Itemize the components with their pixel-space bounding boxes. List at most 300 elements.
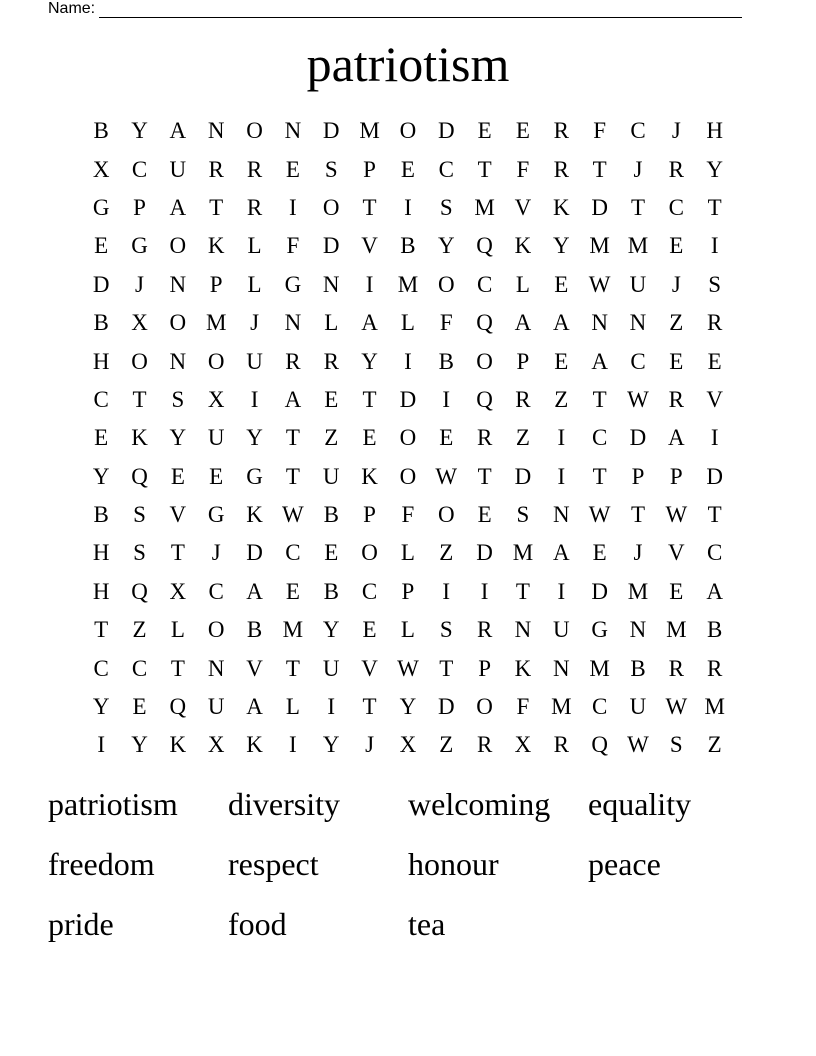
- grid-letter: K: [246, 732, 263, 758]
- grid-letter: L: [400, 617, 415, 643]
- grid-letter: X: [207, 386, 225, 412]
- grid-letter: C: [131, 156, 148, 182]
- grid-letter: I: [557, 425, 566, 451]
- grid-letter: I: [365, 271, 374, 297]
- grid-letter: D: [92, 271, 110, 297]
- grid-letter: Y: [706, 156, 723, 182]
- grid-letter: E: [170, 463, 185, 489]
- grid-letter: A: [706, 578, 723, 604]
- grid-letter: W: [435, 463, 458, 489]
- grid-letter: M: [704, 694, 725, 720]
- grid-letter: K: [169, 732, 187, 758]
- grid-letter: E: [592, 540, 607, 566]
- grid-letter: P: [401, 578, 415, 604]
- grid-letter: S: [133, 540, 146, 566]
- grid-letter: I: [404, 348, 412, 374]
- grid-letter: P: [631, 463, 645, 489]
- grid-letter: I: [480, 578, 489, 604]
- grid-letter: R: [208, 156, 224, 182]
- grid-letter: E: [707, 348, 722, 374]
- grid-letter: C: [630, 118, 646, 144]
- grid-letter: M: [627, 578, 649, 604]
- grid-letter: D: [591, 578, 608, 604]
- grid-letter: T: [707, 502, 722, 528]
- grid-letter: A: [591, 348, 608, 374]
- grid-letter: T: [132, 386, 147, 412]
- grid-letter: M: [589, 233, 610, 259]
- name-field-line: [48, 0, 742, 18]
- grid-letter: H: [92, 578, 110, 604]
- grid-letter: J: [250, 310, 260, 336]
- grid-letter: X: [169, 578, 187, 604]
- grid-letter: A: [361, 310, 378, 336]
- word-list-item: welcoming: [408, 786, 551, 822]
- grid-letter: R: [668, 156, 684, 182]
- grid-letter: A: [169, 118, 187, 144]
- grid-letter: V: [668, 540, 685, 566]
- grid-letter: U: [207, 694, 225, 720]
- grid-letter: Y: [92, 694, 110, 720]
- grid-letter: O: [437, 502, 455, 528]
- grid-letter: J: [211, 540, 221, 566]
- grid-letter: E: [285, 156, 300, 182]
- grid-letter: M: [666, 617, 687, 643]
- grid-letter: T: [209, 194, 224, 220]
- grid-letter: J: [365, 732, 375, 758]
- grid-letter: G: [92, 194, 110, 220]
- grid-letter: B: [93, 118, 109, 144]
- grid-letter: I: [442, 386, 451, 412]
- grid-letter: F: [516, 694, 530, 720]
- grid-letter: Q: [476, 233, 493, 259]
- grid-letter: B: [400, 233, 416, 259]
- grid-letter: W: [397, 655, 419, 681]
- grid-letter: B: [323, 578, 339, 604]
- grid-letter: J: [671, 271, 681, 297]
- word-list-item: equality: [588, 786, 692, 822]
- word-list-item: pride: [48, 906, 114, 942]
- grid-letter: E: [94, 233, 109, 259]
- grid-letter: R: [553, 732, 569, 758]
- grid-letter: N: [629, 617, 647, 643]
- grid-letter: R: [285, 348, 301, 374]
- word-list-item: honour: [408, 846, 499, 882]
- grid-letter: R: [707, 655, 723, 681]
- grid-letter: E: [132, 694, 147, 720]
- grid-letter: H: [92, 540, 110, 566]
- grid-letter: Y: [399, 694, 417, 720]
- grid-letter: W: [665, 694, 688, 720]
- grid-letter: P: [516, 348, 530, 374]
- grid-letter: V: [361, 233, 378, 259]
- grid-letter: Q: [169, 694, 187, 720]
- grid-letter: T: [285, 655, 300, 681]
- grid-letter: S: [708, 271, 722, 297]
- grid-letter: E: [94, 425, 109, 451]
- grid-letter: O: [207, 348, 225, 374]
- grid-letter: K: [361, 463, 378, 489]
- grid-letter: N: [552, 502, 570, 528]
- grid-letter: O: [476, 348, 493, 374]
- grid-letter: N: [552, 655, 570, 681]
- grid-letter: J: [671, 118, 681, 144]
- grid-letter: O: [399, 118, 417, 144]
- grid-letter: K: [514, 655, 532, 681]
- grid-letter: K: [207, 233, 225, 259]
- grid-letter: B: [93, 502, 109, 528]
- grid-letter: D: [629, 425, 647, 451]
- grid-letter: Y: [92, 463, 110, 489]
- grid-letter: Z: [554, 386, 569, 412]
- grid-letter: C: [630, 348, 646, 374]
- grid-letter: R: [246, 194, 263, 220]
- grid-letter: T: [592, 463, 607, 489]
- grid-letter: D: [322, 118, 340, 144]
- grid-letter: G: [131, 233, 148, 259]
- grid-letter: N: [207, 655, 225, 681]
- grid-letter: M: [627, 233, 649, 259]
- grid-letter: W: [627, 386, 649, 412]
- grid-letter: L: [400, 540, 415, 566]
- grid-letter: R: [476, 425, 493, 451]
- grid-letter: E: [669, 348, 684, 374]
- grid-letter: C: [93, 655, 109, 681]
- grid-letter: B: [630, 655, 646, 681]
- grid-letter: B: [93, 310, 109, 336]
- grid-letter: M: [205, 310, 227, 336]
- grid-letter: X: [131, 310, 148, 336]
- grid-letter: Z: [707, 732, 722, 758]
- grid-letter: Y: [131, 732, 148, 758]
- grid-letter: T: [630, 502, 646, 528]
- grid-letter: T: [630, 194, 646, 220]
- grid-letter: Z: [439, 732, 454, 758]
- grid-letter: O: [437, 271, 455, 297]
- grid-letter: J: [633, 156, 643, 182]
- grid-letter: Z: [669, 310, 684, 336]
- grid-letter: T: [592, 156, 607, 182]
- grid-letter: H: [92, 348, 110, 374]
- grid-letter: A: [246, 578, 263, 604]
- grid-letter: W: [282, 502, 304, 528]
- grid-letter: N: [591, 310, 608, 336]
- grid-letter: E: [477, 118, 492, 144]
- grid-letter: O: [246, 118, 263, 144]
- grid-letter: D: [437, 694, 455, 720]
- grid-letter: E: [324, 386, 339, 412]
- grid-letter: R: [476, 617, 493, 643]
- grid-letter: P: [363, 156, 376, 182]
- grid-letter: F: [286, 233, 300, 259]
- grid-letter: A: [668, 425, 685, 451]
- grid-letter: L: [285, 694, 300, 720]
- grid-letter: Z: [132, 617, 147, 643]
- grid-letter: Y: [246, 425, 263, 451]
- grid-letter: O: [322, 194, 340, 220]
- grid-letter: M: [589, 655, 610, 681]
- grid-letter: G: [207, 502, 225, 528]
- grid-letter: C: [668, 194, 684, 220]
- grid-letter: C: [131, 655, 148, 681]
- grid-letter: M: [551, 694, 572, 720]
- grid-letter: W: [588, 502, 611, 528]
- grid-letter: U: [169, 156, 187, 182]
- grid-letter: A: [552, 540, 570, 566]
- grid-letter: M: [474, 194, 495, 220]
- grid-letter: T: [477, 463, 492, 489]
- grid-letter: V: [246, 655, 263, 681]
- grid-letter: I: [404, 194, 412, 220]
- grid-letter: T: [94, 617, 109, 643]
- grid-letter: U: [552, 617, 570, 643]
- grid-letter: F: [516, 156, 530, 182]
- grid-letter: C: [707, 540, 723, 566]
- grid-letter: T: [707, 194, 722, 220]
- grid-letter: S: [439, 194, 453, 220]
- grid-letter: E: [515, 118, 530, 144]
- grid-letter: R: [668, 655, 684, 681]
- grid-letter: T: [362, 386, 377, 412]
- grid-letter: D: [246, 540, 263, 566]
- word-list: [48, 777, 768, 957]
- grid-letter: P: [209, 271, 223, 297]
- grid-letter: L: [247, 271, 262, 297]
- grid-letter: Y: [552, 233, 570, 259]
- grid-letter: Y: [322, 732, 340, 758]
- grid-letter: T: [285, 425, 300, 451]
- grid-letter: T: [362, 194, 377, 220]
- grid-letter: X: [399, 732, 417, 758]
- grid-letter: C: [591, 694, 608, 720]
- grid-letter: I: [289, 732, 297, 758]
- grid-letter: E: [669, 233, 684, 259]
- grid-letter: Y: [322, 617, 340, 643]
- grid-letter: O: [131, 348, 148, 374]
- grid-letter: L: [515, 271, 530, 297]
- grid-letter: E: [669, 578, 684, 604]
- grid-letter: P: [133, 194, 146, 220]
- grid-letter: B: [323, 502, 339, 528]
- grid-letter: A: [552, 310, 570, 336]
- grid-letter: U: [246, 348, 263, 374]
- grid-letter: D: [476, 540, 493, 566]
- grid-letter: B: [707, 617, 723, 643]
- grid-letter: Q: [591, 732, 608, 758]
- grid-letter: K: [131, 425, 148, 451]
- grid-letter: C: [93, 386, 109, 412]
- grid-letter: O: [361, 540, 378, 566]
- grid-letter: F: [439, 310, 453, 336]
- grid-letter: O: [169, 310, 187, 336]
- name-underline[interactable]: [99, 2, 742, 18]
- grid-letter: T: [285, 463, 300, 489]
- grid-letter: L: [170, 617, 185, 643]
- grid-letter: C: [438, 156, 454, 182]
- grid-letter: T: [170, 540, 185, 566]
- grid-letter: N: [169, 348, 187, 374]
- grid-letter: I: [97, 732, 105, 758]
- grid-letter: S: [669, 732, 683, 758]
- grid-letter: D: [437, 118, 455, 144]
- grid-letter: P: [669, 463, 683, 489]
- puzzle-title: patriotism: [306, 36, 510, 92]
- grid-letter: Q: [131, 463, 148, 489]
- word-list-item: freedom: [48, 846, 155, 882]
- grid-letter: R: [707, 310, 723, 336]
- grid-letter: V: [706, 386, 723, 412]
- grid-letter: K: [246, 502, 263, 528]
- grid-letter: Z: [439, 540, 454, 566]
- grid-letter: E: [400, 156, 415, 182]
- grid-letter: T: [170, 655, 185, 681]
- grid-letter: P: [478, 655, 491, 681]
- grid-letter: C: [476, 271, 493, 297]
- grid-letter: A: [246, 694, 263, 720]
- grid-letter: Y: [437, 233, 455, 259]
- grid-letter: D: [399, 386, 417, 412]
- grid-letter: M: [359, 118, 380, 144]
- grid-letter: O: [399, 425, 417, 451]
- grid-letter: N: [514, 617, 532, 643]
- grid-letter: S: [516, 502, 530, 528]
- grid-letter: R: [553, 156, 569, 182]
- grid-letter: E: [554, 348, 569, 374]
- grid-letter: G: [591, 617, 608, 643]
- grid-letter: R: [476, 732, 493, 758]
- grid-letter: Y: [169, 425, 187, 451]
- grid-letter: S: [324, 156, 338, 182]
- letter-grid: [82, 112, 734, 765]
- grid-letter: Q: [476, 386, 493, 412]
- grid-letter: R: [246, 156, 263, 182]
- grid-letter: M: [512, 540, 534, 566]
- grid-letter: Y: [361, 348, 378, 374]
- grid-letter: Q: [476, 310, 493, 336]
- grid-letter: B: [438, 348, 454, 374]
- grid-letter: N: [322, 271, 340, 297]
- grid-letter: R: [668, 386, 684, 412]
- grid-letter: T: [362, 694, 377, 720]
- grid-letter: B: [246, 617, 263, 643]
- grid-letter: W: [627, 732, 649, 758]
- grid-letter: S: [171, 386, 185, 412]
- word-list-item: food: [228, 906, 287, 942]
- word-list-item: patriotism: [48, 786, 178, 822]
- grid-letter: N: [284, 118, 302, 144]
- grid-letter: K: [552, 194, 570, 220]
- grid-letter: N: [169, 271, 187, 297]
- grid-letter: E: [362, 617, 377, 643]
- grid-letter: I: [327, 694, 336, 720]
- word-list-item: diversity: [228, 786, 340, 822]
- grid-letter: W: [665, 502, 688, 528]
- word-list-item: respect: [228, 846, 319, 882]
- grid-letter: E: [554, 271, 569, 297]
- grid-letter: N: [629, 310, 647, 336]
- grid-letter: N: [284, 310, 302, 336]
- grid-letter: X: [207, 732, 225, 758]
- grid-letter: E: [477, 502, 492, 528]
- grid-letter: R: [323, 348, 339, 374]
- grid-letter: X: [514, 732, 532, 758]
- grid-letter: O: [207, 617, 225, 643]
- grid-letter: E: [324, 540, 339, 566]
- grid-letter: E: [362, 425, 377, 451]
- grid-letter: D: [706, 463, 723, 489]
- grid-letter: D: [514, 463, 532, 489]
- grid-letter: I: [557, 463, 566, 489]
- grid-letter: A: [169, 194, 187, 220]
- grid-letter: L: [324, 310, 339, 336]
- grid-letter: S: [439, 617, 453, 643]
- grid-letter: U: [322, 463, 340, 489]
- grid-letter: T: [477, 156, 492, 182]
- grid-letter: R: [553, 118, 569, 144]
- grid-letter: C: [361, 578, 378, 604]
- grid-letter: E: [285, 578, 300, 604]
- grid-letter: V: [169, 502, 187, 528]
- grid-letter: E: [209, 463, 224, 489]
- grid-letter: L: [247, 233, 262, 259]
- grid-letter: T: [439, 655, 454, 681]
- grid-letter: I: [557, 578, 566, 604]
- grid-letter: K: [514, 233, 532, 259]
- word-list-item: peace: [588, 846, 661, 882]
- grid-letter: I: [710, 425, 719, 451]
- word-list-item: tea: [408, 906, 446, 942]
- grid-letter: Q: [131, 578, 148, 604]
- grid-letter: F: [401, 502, 415, 528]
- grid-letter: M: [397, 271, 419, 297]
- grid-letter: V: [514, 194, 532, 220]
- name-label: Name:: [48, 0, 96, 17]
- grid-letter: V: [361, 655, 378, 681]
- grid-letter: I: [442, 578, 451, 604]
- grid-letter: O: [476, 694, 493, 720]
- grid-letter: D: [322, 233, 340, 259]
- grid-letter: I: [289, 194, 297, 220]
- grid-letter: J: [633, 540, 643, 566]
- grid-letter: G: [284, 271, 302, 297]
- grid-letter: N: [207, 118, 225, 144]
- grid-letter: A: [514, 310, 532, 336]
- grid-letter: Z: [515, 425, 530, 451]
- grid-letter: U: [207, 425, 225, 451]
- grid-letter: F: [593, 118, 607, 144]
- grid-letter: P: [363, 502, 376, 528]
- grid-letter: L: [400, 310, 415, 336]
- grid-letter: U: [629, 694, 647, 720]
- grid-letter: I: [710, 233, 719, 259]
- grid-letter: U: [322, 655, 340, 681]
- grid-letter: C: [285, 540, 301, 566]
- grid-letter: O: [169, 233, 187, 259]
- grid-letter: A: [284, 386, 302, 412]
- grid-letter: C: [208, 578, 224, 604]
- grid-letter: I: [250, 386, 259, 412]
- grid-letter: C: [591, 425, 608, 451]
- grid-letter: D: [591, 194, 608, 220]
- grid-letter: Z: [324, 425, 339, 451]
- grid-letter: J: [135, 271, 144, 297]
- grid-letter: X: [92, 156, 110, 182]
- grid-letter: T: [592, 386, 607, 412]
- grid-letter: H: [706, 118, 723, 144]
- grid-letter: S: [133, 502, 146, 528]
- grid-letter: Y: [131, 118, 148, 144]
- grid-letter: M: [282, 617, 304, 643]
- grid-letter: O: [399, 463, 417, 489]
